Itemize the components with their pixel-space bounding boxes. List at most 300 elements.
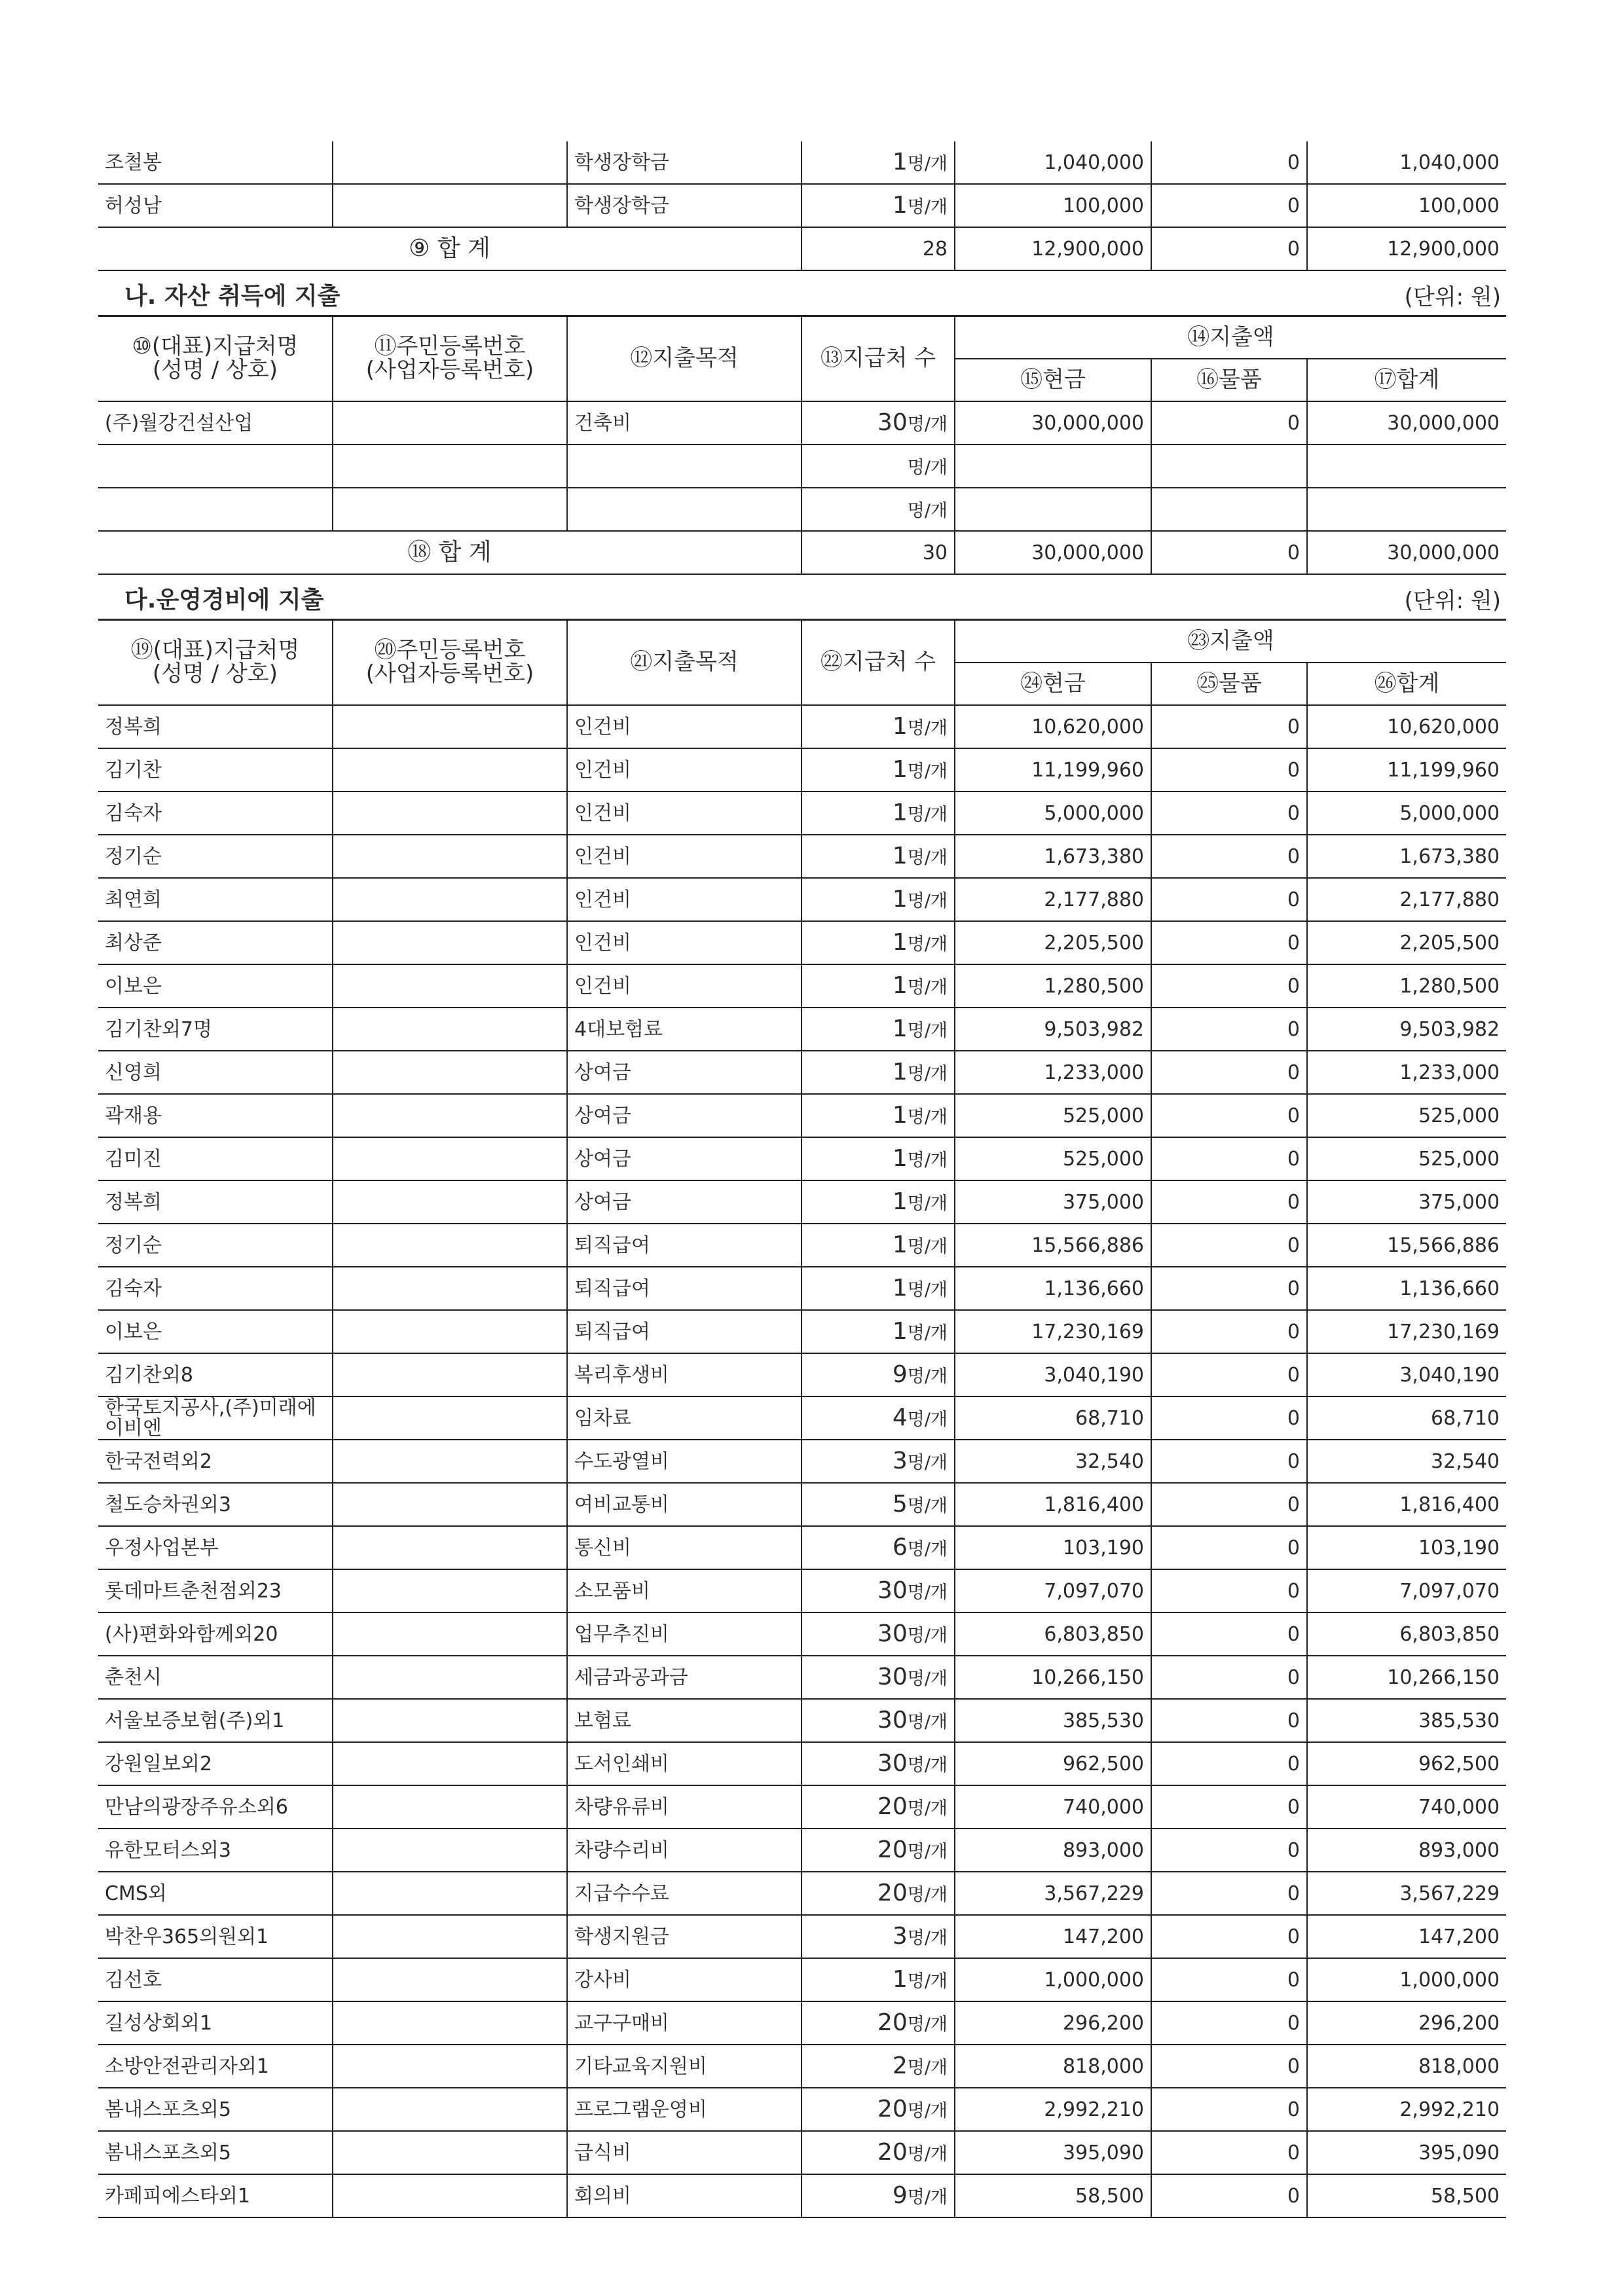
payee-name-cell bbox=[98, 488, 333, 531]
cash-cell: 1,233,000 bbox=[955, 1051, 1151, 1094]
count-unit: 명/개 bbox=[907, 1150, 948, 1171]
purpose-cell: 인건비 bbox=[567, 748, 802, 792]
count-cell bbox=[802, 1829, 955, 1872]
table-row bbox=[98, 1742, 1506, 1785]
count-cell bbox=[802, 1094, 955, 1137]
payee-name-cell: 강원일보외2 bbox=[98, 1742, 333, 1785]
registration-number-cell bbox=[333, 835, 567, 878]
table-row bbox=[98, 1785, 1506, 1829]
count-cell bbox=[802, 1440, 955, 1483]
table-row bbox=[98, 1267, 1506, 1310]
count-unit: 명/개 bbox=[907, 1453, 948, 1474]
cash-cell: 11,199,960 bbox=[955, 748, 1151, 792]
count-cell bbox=[802, 401, 955, 445]
count-unit: 명/개 bbox=[907, 891, 948, 912]
payee-name-cell: 김기찬외8 bbox=[98, 1353, 333, 1396]
table-row bbox=[98, 1613, 1506, 1656]
count-cell bbox=[802, 1699, 955, 1742]
count-value: 1 bbox=[892, 756, 908, 784]
goods-cell: 0 bbox=[1151, 1396, 1307, 1440]
goods-cell: 0 bbox=[1151, 2131, 1307, 2174]
total-cell: 1,040,000 bbox=[1307, 141, 1506, 184]
total-cell: 395,090 bbox=[1307, 2131, 1506, 2174]
table-row bbox=[98, 1958, 1506, 2001]
header-payee-text: ⑩(대표)지급처명 (성명 / 상호) bbox=[132, 333, 299, 383]
registration-number-cell bbox=[333, 921, 567, 964]
payee-name-cell: 정기순 bbox=[98, 1224, 333, 1267]
purpose-cell: 4대보험료 bbox=[567, 1008, 802, 1051]
count-value: 1 bbox=[892, 929, 908, 957]
purpose-cell: 학생장학금 bbox=[567, 184, 802, 227]
total-row bbox=[98, 531, 1506, 574]
total-cell: 525,000 bbox=[1307, 1094, 1506, 1137]
payee-name-cell: 길성상회외1 bbox=[98, 2001, 333, 2045]
total-cell: 1,816,400 bbox=[1307, 1483, 1506, 1526]
goods-cell: 0 bbox=[1151, 1137, 1307, 1180]
goods-cell: 0 bbox=[1151, 878, 1307, 921]
purpose-cell: 차량유류비 bbox=[567, 1785, 802, 1829]
count-cell bbox=[802, 2045, 955, 2088]
purpose-cell: 프로그램운영비 bbox=[567, 2088, 802, 2131]
purpose-cell: 상여금 bbox=[567, 1137, 802, 1180]
goods-cell: 0 bbox=[1151, 1958, 1307, 2001]
document-page bbox=[98, 141, 1506, 2218]
payee-name-cell: 정기순 bbox=[98, 835, 333, 878]
section-c-title: 다.운영경비에 지출 bbox=[124, 587, 324, 613]
purpose-cell: 학생장학금 bbox=[567, 141, 802, 184]
purpose-cell: 급식비 bbox=[567, 2131, 802, 2174]
count-value: 20 bbox=[877, 2096, 908, 2123]
count-unit: 명/개 bbox=[907, 1021, 948, 1042]
cash-cell: 9,503,982 bbox=[955, 1008, 1151, 1051]
goods-cell: 0 bbox=[1151, 1180, 1307, 1224]
purpose-cell: 건축비 bbox=[567, 401, 802, 445]
registration-number-cell bbox=[333, 1094, 567, 1137]
count-value: 3 bbox=[892, 1923, 908, 1950]
count-unit: 명/개 bbox=[907, 1539, 948, 1560]
count-cell bbox=[802, 921, 955, 964]
total-cell: 9,503,982 bbox=[1307, 1008, 1506, 1051]
count-value: 5 bbox=[892, 1491, 908, 1518]
purpose-cell bbox=[567, 445, 802, 488]
count-value: 1 bbox=[892, 843, 908, 870]
payee-name-cell: 곽재용 bbox=[98, 1094, 333, 1137]
table-row bbox=[98, 1094, 1506, 1137]
count-cell bbox=[802, 1785, 955, 1829]
purpose-cell: 기타교육지원비 bbox=[567, 2045, 802, 2088]
count-unit: 명/개 bbox=[907, 718, 948, 739]
count-unit: 명/개 bbox=[907, 1280, 948, 1301]
registration-number-cell bbox=[333, 705, 567, 748]
count-unit: 명/개 bbox=[907, 154, 948, 175]
count-cell bbox=[802, 1137, 955, 1180]
count-value: 1 bbox=[892, 1145, 908, 1173]
total-label: ⑨ 합 계 bbox=[98, 227, 802, 270]
cash-cell: 58,500 bbox=[955, 2174, 1151, 2217]
count-value: 4 bbox=[892, 1404, 908, 1432]
count-value: 1 bbox=[892, 1318, 908, 1345]
goods-cell: 0 bbox=[1151, 921, 1307, 964]
table-row bbox=[98, 1483, 1506, 1526]
payee-name-cell: 카페피에스타외1 bbox=[98, 2174, 333, 2217]
purpose-cell: 강사비 bbox=[567, 1958, 802, 2001]
total-cell: 296,200 bbox=[1307, 2001, 1506, 2045]
goods-cell: 0 bbox=[1151, 1526, 1307, 1569]
count-value: 1 bbox=[892, 1059, 908, 1086]
count-cell bbox=[802, 878, 955, 921]
cash-cell: 10,266,150 bbox=[955, 1656, 1151, 1699]
registration-number-cell bbox=[333, 748, 567, 792]
count-cell bbox=[802, 1958, 955, 2001]
registration-number-cell bbox=[333, 2088, 567, 2131]
goods-cell: 0 bbox=[1151, 1051, 1307, 1094]
purpose-cell: 상여금 bbox=[567, 1051, 802, 1094]
total-cell: 1,280,500 bbox=[1307, 964, 1506, 1008]
registration-number-cell bbox=[333, 1613, 567, 1656]
registration-number-cell bbox=[333, 1224, 567, 1267]
cash-cell: 1,816,400 bbox=[955, 1483, 1151, 1526]
header-amount: ㉓지출액 bbox=[955, 621, 1506, 663]
total-cell: 2,205,500 bbox=[1307, 921, 1506, 964]
count-value: 2 bbox=[892, 2052, 908, 2080]
purpose-cell: 지급수수료 bbox=[567, 1872, 802, 1915]
total-sum-cell: 30,000,000 bbox=[1307, 531, 1506, 574]
cash-cell: 818,000 bbox=[955, 2045, 1151, 2088]
cash-cell: 1,280,500 bbox=[955, 964, 1151, 1008]
header-cash: ⑮현금 bbox=[955, 359, 1151, 401]
payee-name-cell: 봄내스포츠외5 bbox=[98, 2131, 333, 2174]
goods-cell: 0 bbox=[1151, 1785, 1307, 1829]
count-value: 1 bbox=[892, 886, 908, 913]
total-row bbox=[98, 227, 1506, 270]
count-unit: 명/개 bbox=[907, 1064, 948, 1085]
count-cell bbox=[802, 488, 955, 531]
registration-number-cell bbox=[333, 488, 567, 531]
count-value: 30 bbox=[877, 409, 908, 437]
count-cell bbox=[802, 1483, 955, 1526]
count-cell bbox=[802, 1310, 955, 1353]
section-c-unit: (단위: 원) bbox=[1404, 588, 1501, 614]
count-value: 6 bbox=[892, 1534, 908, 1561]
cash-cell: 395,090 bbox=[955, 2131, 1151, 2174]
purpose-cell: 회의비 bbox=[567, 2174, 802, 2217]
count-unit: 명/개 bbox=[907, 1410, 948, 1430]
count-unit: 명/개 bbox=[907, 1755, 948, 1776]
count-unit: 명/개 bbox=[907, 1712, 948, 1733]
count-unit: 명/개 bbox=[907, 197, 948, 218]
section-b-title: 나. 자산 취득에 지출 bbox=[124, 283, 341, 310]
payee-name-cell: 허성남 bbox=[98, 184, 333, 227]
count-cell bbox=[802, 1613, 955, 1656]
count-value: 9 bbox=[892, 2182, 908, 2210]
payee-name-cell: 봄내스포츠외5 bbox=[98, 2088, 333, 2131]
cash-cell: 385,530 bbox=[955, 1699, 1151, 1742]
payee-name-cell: 만남의광장주유소외6 bbox=[98, 1785, 333, 1829]
purpose-cell: 보험료 bbox=[567, 1699, 802, 1742]
count-cell bbox=[802, 445, 955, 488]
payee-name-cell: 김선호 bbox=[98, 1958, 333, 2001]
header-id-text: ⑳주민등록번호 (사업자등록번호) bbox=[365, 637, 534, 687]
count-unit: 명/개 bbox=[907, 805, 948, 826]
header-goods: ㉕물품 bbox=[1151, 663, 1307, 705]
count-cell bbox=[802, 2131, 955, 2174]
cash-cell: 525,000 bbox=[955, 1094, 1151, 1137]
table-row bbox=[98, 1656, 1506, 1699]
registration-number-cell bbox=[333, 2174, 567, 2217]
purpose-cell: 인건비 bbox=[567, 878, 802, 921]
count-cell bbox=[802, 1180, 955, 1224]
table-row bbox=[98, 488, 1506, 531]
total-cell: 893,000 bbox=[1307, 1829, 1506, 1872]
total-cell: 525,000 bbox=[1307, 1137, 1506, 1180]
header-count: ⑬지급처 수 bbox=[802, 317, 955, 401]
count-cell bbox=[802, 1267, 955, 1310]
payee-name-cell: 정복희 bbox=[98, 1180, 333, 1224]
payee-name-cell: 김기찬외7명 bbox=[98, 1008, 333, 1051]
purpose-cell: 인건비 bbox=[567, 835, 802, 878]
goods-cell: 0 bbox=[1151, 748, 1307, 792]
count-value: 1 bbox=[892, 192, 908, 219]
count-cell bbox=[802, 748, 955, 792]
header-id bbox=[333, 317, 567, 401]
cash-cell bbox=[955, 488, 1151, 531]
table-row bbox=[98, 184, 1506, 227]
count-value: 30 bbox=[877, 1577, 908, 1605]
payee-name-cell: 조철봉 bbox=[98, 141, 333, 184]
count-unit: 명/개 bbox=[907, 2014, 948, 2035]
total-cell: 15,566,886 bbox=[1307, 1224, 1506, 1267]
count-unit: 명/개 bbox=[907, 414, 948, 435]
purpose-cell bbox=[567, 488, 802, 531]
purpose-cell: 복리후생비 bbox=[567, 1353, 802, 1396]
count-cell bbox=[802, 2088, 955, 2131]
cash-cell: 3,040,190 bbox=[955, 1353, 1151, 1396]
payee-name-cell: 한국전력외2 bbox=[98, 1440, 333, 1483]
cash-cell: 2,177,880 bbox=[955, 878, 1151, 921]
table-row bbox=[98, 1353, 1506, 1396]
goods-cell bbox=[1151, 445, 1307, 488]
registration-number-cell bbox=[333, 1483, 567, 1526]
count-unit: 명/개 bbox=[907, 1496, 948, 1517]
payee-name-cell: CMS외 bbox=[98, 1872, 333, 1915]
goods-cell: 0 bbox=[1151, 141, 1307, 184]
registration-number-cell bbox=[333, 1353, 567, 1396]
payee-name-cell: 서울보증보험(주)외1 bbox=[98, 1699, 333, 1742]
total-cash-cell: 30,000,000 bbox=[955, 531, 1151, 574]
table-row bbox=[98, 1310, 1506, 1353]
cash-cell: 30,000,000 bbox=[955, 401, 1151, 445]
table-row bbox=[98, 1051, 1506, 1094]
total-cell: 962,500 bbox=[1307, 1742, 1506, 1785]
cash-cell: 68,710 bbox=[955, 1396, 1151, 1440]
count-cell bbox=[802, 792, 955, 835]
registration-number-cell bbox=[333, 1137, 567, 1180]
count-unit: 명/개 bbox=[907, 1366, 948, 1387]
goods-cell bbox=[1151, 488, 1307, 531]
goods-cell: 0 bbox=[1151, 1915, 1307, 1958]
header-total: ⑰합계 bbox=[1307, 359, 1506, 401]
registration-number-cell bbox=[333, 1656, 567, 1699]
registration-number-cell bbox=[333, 1829, 567, 1872]
count-value: 1 bbox=[892, 972, 908, 1000]
count-unit: 명/개 bbox=[907, 1842, 948, 1863]
cash-cell: 15,566,886 bbox=[955, 1224, 1151, 1267]
count-unit: 명/개 bbox=[907, 1194, 948, 1214]
total-cell: 11,199,960 bbox=[1307, 748, 1506, 792]
registration-number-cell bbox=[333, 2001, 567, 2045]
goods-cell: 0 bbox=[1151, 401, 1307, 445]
count-value: 30 bbox=[877, 1620, 908, 1648]
total-cell: 5,000,000 bbox=[1307, 792, 1506, 835]
header-goods: ⑯물품 bbox=[1151, 359, 1307, 401]
goods-cell: 0 bbox=[1151, 705, 1307, 748]
total-cell: 68,710 bbox=[1307, 1396, 1506, 1440]
registration-number-cell bbox=[333, 141, 567, 184]
cash-cell: 296,200 bbox=[955, 2001, 1151, 2045]
count-value: 1 bbox=[892, 1275, 908, 1302]
count-value: 20 bbox=[877, 1793, 908, 1821]
count-cell bbox=[802, 141, 955, 184]
registration-number-cell bbox=[333, 1785, 567, 1829]
count-unit: 명/개 bbox=[907, 1798, 948, 1819]
count-unit: 명/개 bbox=[907, 761, 948, 782]
goods-cell: 0 bbox=[1151, 1310, 1307, 1353]
total-cell: 17,230,169 bbox=[1307, 1310, 1506, 1353]
cash-cell bbox=[955, 445, 1151, 488]
table-row bbox=[98, 445, 1506, 488]
purpose-cell: 교구구매비 bbox=[567, 2001, 802, 2045]
count-unit: 명/개 bbox=[907, 2144, 948, 2165]
table-row bbox=[98, 1180, 1506, 1224]
cash-cell: 893,000 bbox=[955, 1829, 1151, 1872]
table-row bbox=[98, 1569, 1506, 1613]
count-cell bbox=[802, 2174, 955, 2217]
cash-cell: 1,673,380 bbox=[955, 835, 1151, 878]
table-row bbox=[98, 2001, 1506, 2045]
registration-number-cell bbox=[333, 1742, 567, 1785]
registration-number-cell bbox=[333, 2045, 567, 2088]
payee-name-cell: 유한모터스외3 bbox=[98, 1829, 333, 1872]
table-row bbox=[98, 2131, 1506, 2174]
cash-cell: 103,190 bbox=[955, 1526, 1151, 1569]
total-cell: 10,620,000 bbox=[1307, 705, 1506, 748]
count-unit: 명/개 bbox=[907, 501, 948, 522]
goods-cell: 0 bbox=[1151, 1829, 1307, 1872]
payee-name-cell: 이보은 bbox=[98, 1310, 333, 1353]
payee-name-cell bbox=[98, 445, 333, 488]
goods-cell: 0 bbox=[1151, 184, 1307, 227]
count-cell bbox=[802, 705, 955, 748]
purpose-cell: 임차료 bbox=[567, 1396, 802, 1440]
count-cell bbox=[802, 835, 955, 878]
total-cell: 103,190 bbox=[1307, 1526, 1506, 1569]
registration-number-cell bbox=[333, 964, 567, 1008]
count-unit: 명/개 bbox=[907, 458, 948, 479]
count-unit: 명/개 bbox=[907, 1107, 948, 1128]
count-unit: 명/개 bbox=[907, 1323, 948, 1344]
total-label: ⑱ 합 계 bbox=[98, 531, 802, 574]
header-count: ㉒지급처 수 bbox=[802, 621, 955, 705]
table-row bbox=[98, 2045, 1506, 2088]
table-row bbox=[98, 1829, 1506, 1872]
count-cell bbox=[802, 2001, 955, 2045]
payee-name-cell: (사)편화와함께외20 bbox=[98, 1613, 333, 1656]
count-unit: 명/개 bbox=[907, 1971, 948, 1992]
purpose-cell: 인건비 bbox=[567, 964, 802, 1008]
count-unit: 명/개 bbox=[907, 2187, 948, 2208]
purpose-cell: 여비교통비 bbox=[567, 1483, 802, 1526]
total-sum-cell: 12,900,000 bbox=[1307, 227, 1506, 270]
purpose-cell: 세금과공과금 bbox=[567, 1656, 802, 1699]
header-amount: ⑭지출액 bbox=[955, 317, 1506, 359]
header-purpose: ⑫지출목적 bbox=[567, 317, 802, 401]
total-cell bbox=[1307, 445, 1506, 488]
payee-name-cell: 신영희 bbox=[98, 1051, 333, 1094]
goods-cell: 0 bbox=[1151, 2045, 1307, 2088]
total-cell: 3,567,229 bbox=[1307, 1872, 1506, 1915]
count-unit: 명/개 bbox=[907, 1237, 948, 1258]
registration-number-cell bbox=[333, 1008, 567, 1051]
header-payee bbox=[98, 621, 333, 705]
table-row bbox=[98, 1008, 1506, 1051]
count-unit: 명/개 bbox=[907, 2058, 948, 2079]
registration-number-cell bbox=[333, 445, 567, 488]
goods-cell: 0 bbox=[1151, 2088, 1307, 2131]
count-unit: 명/개 bbox=[907, 1582, 948, 1603]
payee-name-cell: 최상준 bbox=[98, 921, 333, 964]
table-row bbox=[98, 2088, 1506, 2131]
purpose-cell: 업무추진비 bbox=[567, 1613, 802, 1656]
goods-cell: 0 bbox=[1151, 1440, 1307, 1483]
table-row bbox=[98, 921, 1506, 964]
registration-number-cell bbox=[333, 1872, 567, 1915]
purpose-cell: 인건비 bbox=[567, 705, 802, 748]
total-cell: 30,000,000 bbox=[1307, 401, 1506, 445]
payee-name-cell: 박찬우365의원외1 bbox=[98, 1915, 333, 1958]
table-row bbox=[98, 141, 1506, 184]
registration-number-cell bbox=[333, 1526, 567, 1569]
count-cell bbox=[802, 1656, 955, 1699]
goods-cell: 0 bbox=[1151, 1008, 1307, 1051]
section-c-header bbox=[98, 575, 1506, 621]
registration-number-cell bbox=[333, 1396, 567, 1440]
payee-name-cell: 철도승차권외3 bbox=[98, 1483, 333, 1526]
header-payee-text: ⑲(대표)지급처명 (성명 / 상호) bbox=[130, 637, 300, 687]
payee-name-cell: 춘천시 bbox=[98, 1656, 333, 1699]
cash-cell: 2,992,210 bbox=[955, 2088, 1151, 2131]
table-row bbox=[98, 1137, 1506, 1180]
goods-cell: 0 bbox=[1151, 1699, 1307, 1742]
registration-number-cell bbox=[333, 1699, 567, 1742]
header-cash: ㉔현금 bbox=[955, 663, 1151, 705]
total-cell: 740,000 bbox=[1307, 1785, 1506, 1829]
count-cell bbox=[802, 1396, 955, 1440]
table-row bbox=[98, 1526, 1506, 1569]
header-purpose: ㉑지출목적 bbox=[567, 621, 802, 705]
count-cell bbox=[802, 1569, 955, 1613]
cash-cell: 1,136,660 bbox=[955, 1267, 1151, 1310]
section-b-unit: (단위: 원) bbox=[1404, 284, 1501, 310]
purpose-cell: 소모품비 bbox=[567, 1569, 802, 1613]
cash-cell: 147,200 bbox=[955, 1915, 1151, 1958]
purpose-cell: 퇴직급여 bbox=[567, 1310, 802, 1353]
table-row bbox=[98, 705, 1506, 748]
count-value: 1 bbox=[892, 1102, 908, 1129]
cash-cell: 962,500 bbox=[955, 1742, 1151, 1785]
count-value: 20 bbox=[877, 1836, 908, 1864]
count-unit: 명/개 bbox=[907, 848, 948, 869]
total-cell: 2,177,880 bbox=[1307, 878, 1506, 921]
